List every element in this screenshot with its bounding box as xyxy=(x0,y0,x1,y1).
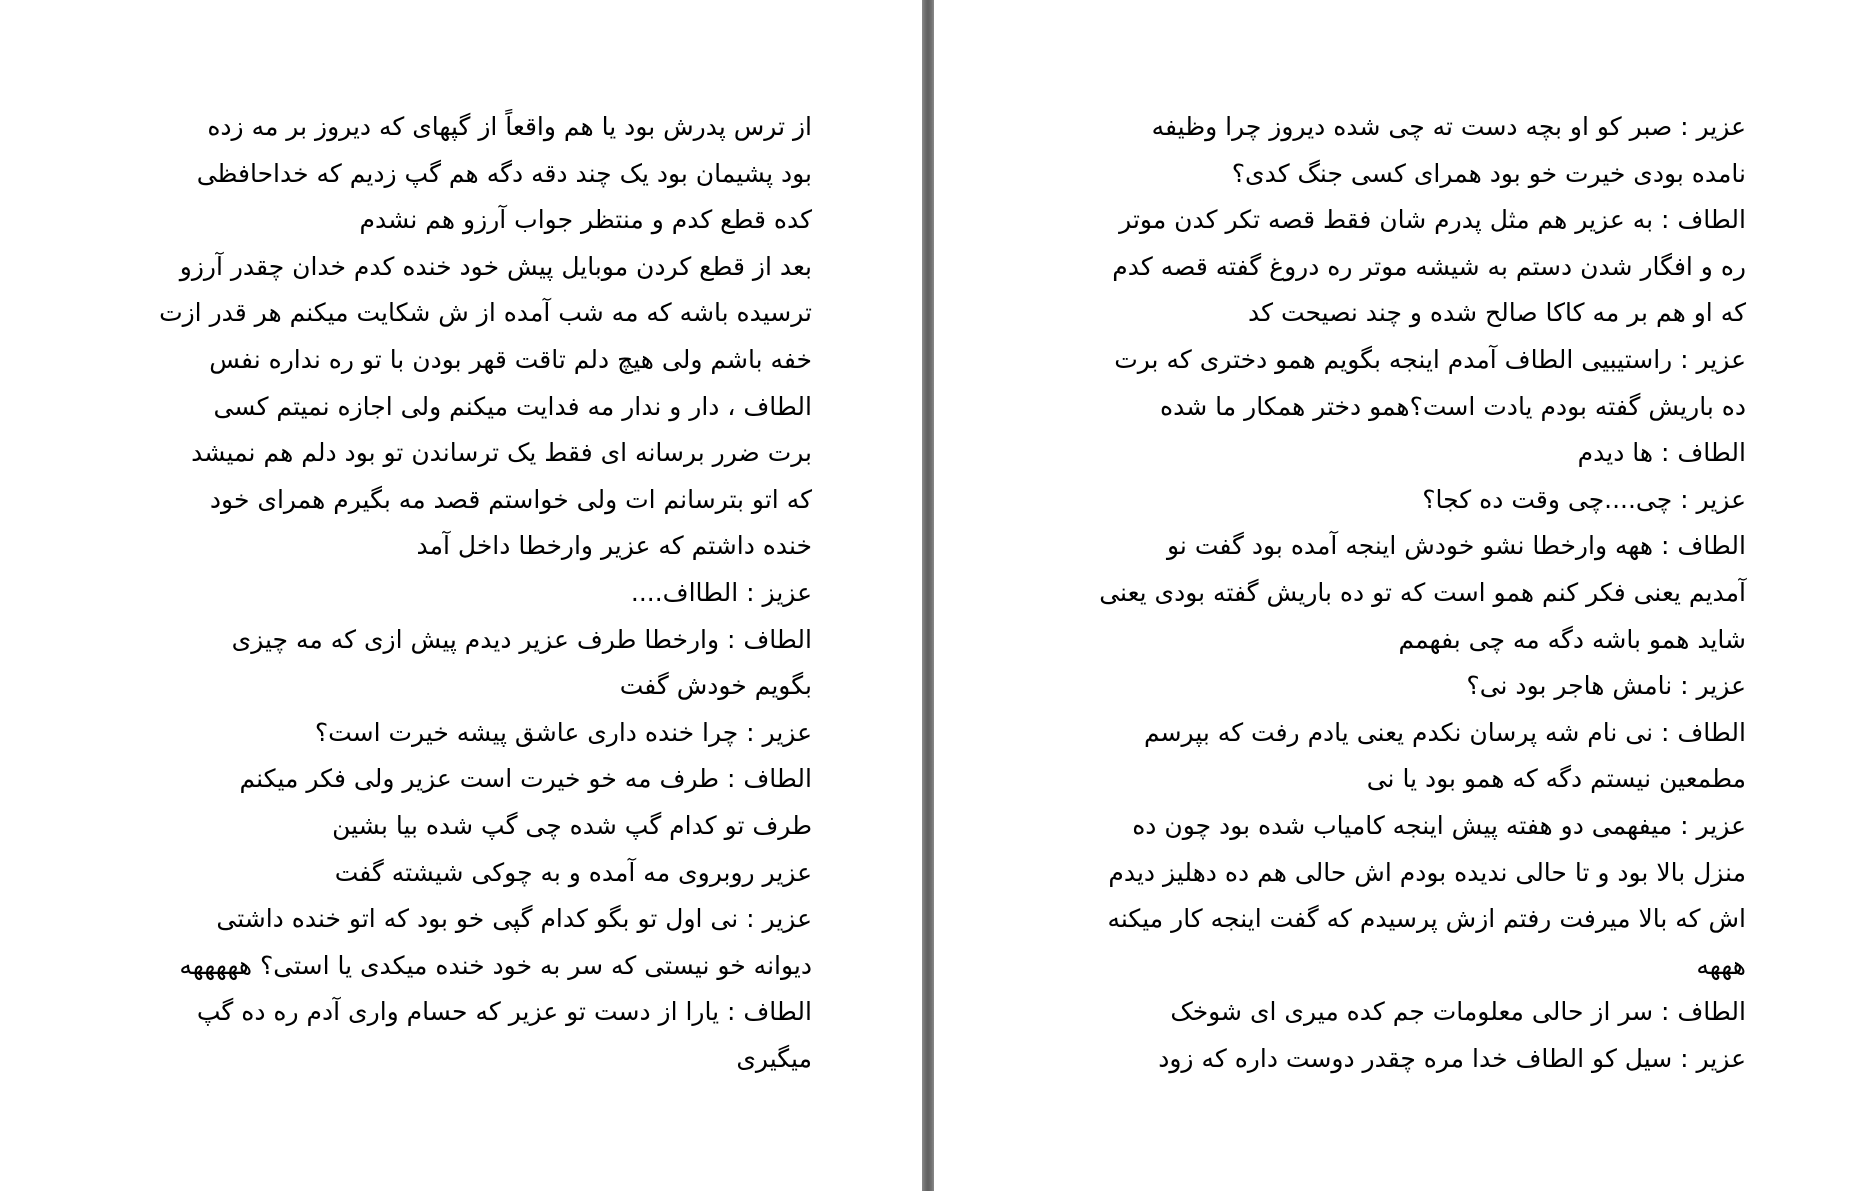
text-line: کده قطع کدم و منتظر جواب آرزو هم نشدم xyxy=(359,205,812,235)
text-line: ده باریش گفته بودم یادت است؟همو دختر همکار ما شده xyxy=(1160,391,1746,421)
text-line: از ترس پدرش بود یا هم واقعاً از گپهای که دیروز بر مه زده xyxy=(207,112,812,141)
text-line: عزیر روبروی مه آمده و به چوکی شیشته گفت xyxy=(334,857,812,887)
text-line: الطاف : سر از حالی معلومات جم کده میری ای شوخک xyxy=(1170,997,1746,1027)
text-line: الطاف : یارا از دست تو عزیر که حسام واری آدم ره ده گپ xyxy=(196,997,812,1027)
text-line: خنده داشتم که عزیر وارخطا داخل آمد xyxy=(416,531,812,561)
text-line: الطاف ، دار و ندار مه فدایت میکنم ولی اجازه نمیتم کسی xyxy=(213,391,812,421)
text-line: بعد از قطع کردن موبایل پیش خود خنده کدم خدان چقدر آرزو xyxy=(179,251,812,281)
text-line: عزیر : نی اول تو بگو کدام گپی خو بود که اتو خنده داشتی xyxy=(216,904,812,934)
left-page xyxy=(0,0,922,1191)
text-line: الطاف : به عزیر هم مثل پدرم شان فقط قصه تکر کدن موتر xyxy=(1119,205,1746,235)
text-line: عزیر : صبر کو او بچه دست ته چی شده دیروز چرا وظیفه xyxy=(1151,112,1746,141)
right-page-text xyxy=(1034,104,1746,1082)
text-line: عزیر : نامش هاجر بود نی؟ xyxy=(1466,671,1746,701)
text-line: طرف تو کدام گپ شده چی گپ شده بیا بشین xyxy=(332,810,812,840)
text-line: ره و افگار شدن دستم به شیشه موتر ره دروغ گفته قصه کدم xyxy=(1112,251,1746,281)
text-line: مطمعین نیستم دگه که همو بود یا نی xyxy=(1366,764,1746,794)
text-line: عزیر : چرا خنده داری عاشق پیشه خیرت است؟ xyxy=(314,717,812,747)
text-line: عزیر : میفهمی دو هفته پیش اینجه کامیاب شده بود چون ده xyxy=(1132,810,1746,840)
text-line: اش که بالا میرفت رفتم ازش پرسیدم که گفت اینجه کار میکنه xyxy=(1107,904,1746,934)
text-line: میگیری xyxy=(736,1043,812,1073)
text-line: دیوانه خو نیستی که سر به خود خنده میکدی یا استی؟ هههههه xyxy=(179,950,812,980)
text-line: بود پشیمان بود یک چند دقه دگه هم گپ زدیم که خداحافظی xyxy=(196,158,812,188)
text-line: عزیز : الطااف.... xyxy=(630,577,812,607)
text-line: آمدیم یعنی فکر کنم همو است که تو ده باریش گفته بودی یعنی xyxy=(1099,577,1746,607)
text-line: الطاف : ها دیدم xyxy=(1577,438,1746,468)
text-line: بگویم خودش گفت xyxy=(619,671,812,701)
text-line: نامده بودی خیرت خو بود همرای کسی جنگ کدی؟ xyxy=(1231,158,1746,188)
left-page-text xyxy=(100,104,812,1082)
text-line: الطاف : نی نام شه پرسان نکدم یعنی یادم رفت که بپرسم xyxy=(1143,717,1746,747)
text-line: خفه باشم ولی هیچ دلم تاقت قهر بودن با تو ره نداره نفس xyxy=(209,344,812,374)
text-line: الطاف : وارخطا طرف عزیر دیدم پیش ازی که مه چیزی xyxy=(231,624,812,654)
text-line: برت ضرر برسانه ای فقط یک ترساندن تو بود دلم هم نمیشد xyxy=(191,438,812,468)
text-line: الطاف : طرف مه خو خیرت است عزیر ولی فکر میکنم xyxy=(239,764,812,794)
page-gutter-divider xyxy=(922,0,934,1191)
text-line: ترسیده باشه که مه شب آمده از ش شکایت میکنم هر قدر ازت xyxy=(159,298,812,328)
text-line: هههه xyxy=(1696,950,1746,980)
text-line: عزیر : سیل کو الطاف خدا مره چقدر دوست داره که زود xyxy=(1158,1043,1746,1073)
text-line: که او هم بر مه کاکا صالح شده و چند نصیحت کد xyxy=(1248,298,1746,328)
text-line: عزیر : چی....چی وقت ده کجا؟ xyxy=(1422,484,1746,514)
text-line: که اتو بترسانم ات ولی خواستم قصد مه بگیرم همرای خود xyxy=(209,484,812,514)
text-line: الطاف : ههه وارخطا نشو خودش اینجه آمده بود گفت نو xyxy=(1167,531,1746,561)
text-line: شاید همو باشه دگه مه چی بفهمم xyxy=(1398,624,1746,654)
right-page xyxy=(934,0,1851,1191)
text-line: عزیر : راستیبیی الطاف آمدم اینجه بگویم همو دختری که برت xyxy=(1114,344,1746,374)
text-line: منزل بالا بود و تا حالی ندیده بودم اش حالی هم ده دهلیز دیدم xyxy=(1108,857,1746,887)
